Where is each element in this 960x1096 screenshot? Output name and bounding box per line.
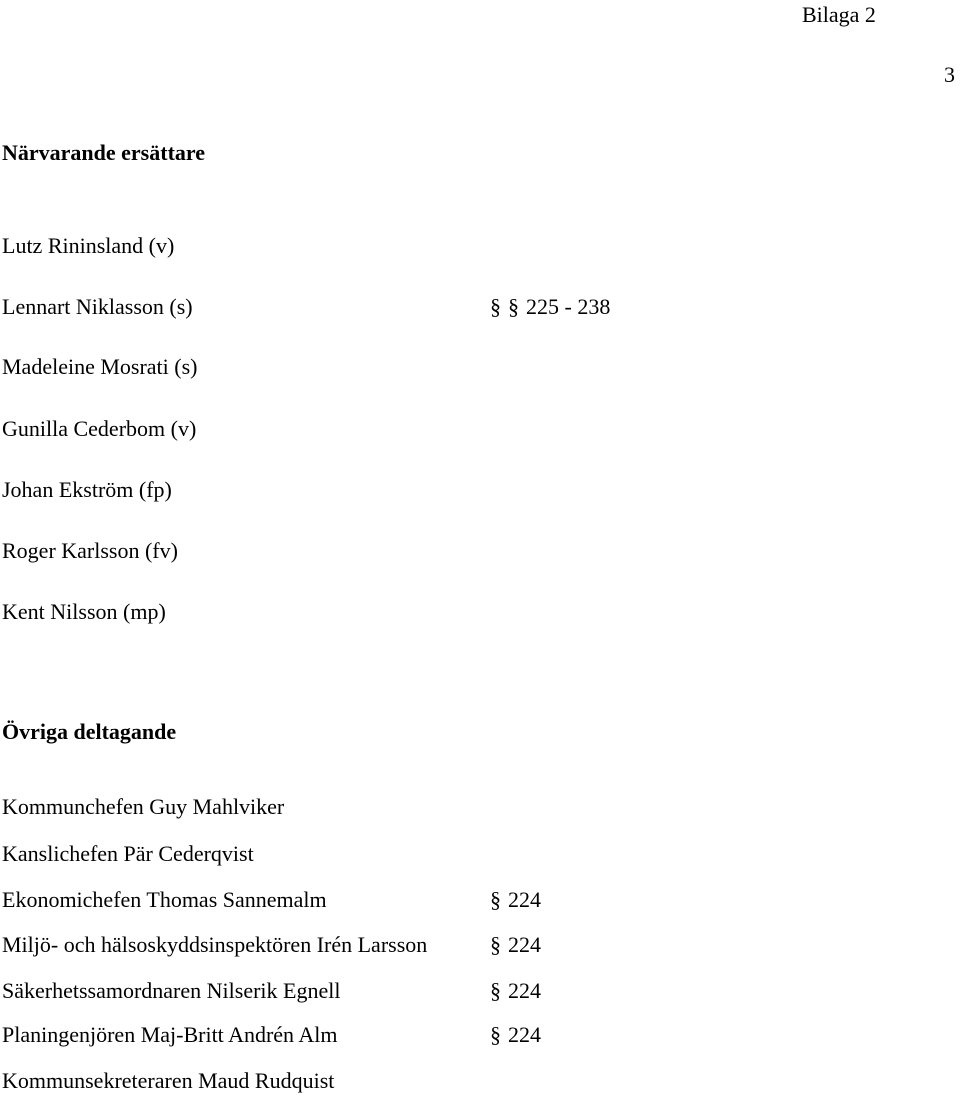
section-symbol: § [490, 1022, 501, 1047]
paragraph-reference [490, 889, 541, 911]
paragraph-number: 224 [508, 887, 541, 912]
paragraph-range: 225 - 238 [526, 294, 611, 319]
others-heading: Övriga deltagande [2, 719, 177, 744]
paragraph-reference [490, 1024, 541, 1046]
section-symbol: § [490, 294, 501, 319]
section-symbol: § [490, 932, 501, 957]
page-number: 3 [944, 62, 955, 87]
substitutes-heading: Närvarande ersättare [2, 140, 206, 165]
participant-name: Planingenjören Maj-Britt Andrén Alm [2, 1022, 338, 1047]
paragraph-reference [490, 980, 541, 1002]
participant-name: Kommunchefen Guy Mahlviker [2, 794, 285, 819]
section-symbol: § [490, 887, 501, 912]
section-symbol: § [490, 978, 501, 1003]
participant-name: Miljö- och hälsoskyddsinspektören Irén Larsson [2, 932, 428, 957]
participant-name: Kanslichefen Pär Cederqvist [2, 841, 254, 866]
participant-name: Säkerhetssamordnaren Nilserik Egnell [2, 978, 341, 1003]
paragraph-reference [490, 296, 610, 318]
substitute-member: Roger Karlsson (fv) [2, 538, 178, 563]
substitute-member: Kent Nilsson (mp) [2, 599, 166, 624]
section-symbol: § [508, 294, 519, 319]
paragraph-number: 224 [508, 1022, 541, 1047]
substitute-member: Johan Ekström (fp) [2, 477, 172, 502]
paragraph-reference [490, 934, 541, 956]
participant-name: Kommunsekreteraren Maud Rudquist [2, 1068, 335, 1093]
substitute-member: Lennart Niklasson (s) [2, 294, 193, 319]
participant-name: Ekonomichefen Thomas Sannemalm [2, 887, 327, 912]
substitute-member: Gunilla Cederbom (v) [2, 416, 197, 441]
paragraph-number: 224 [508, 932, 541, 957]
substitute-member: Madeleine Mosrati (s) [2, 354, 198, 379]
substitute-member: Lutz Rininsland (v) [2, 233, 175, 258]
attachment-label: Bilaga 2 [802, 2, 876, 27]
paragraph-number: 224 [508, 978, 541, 1003]
